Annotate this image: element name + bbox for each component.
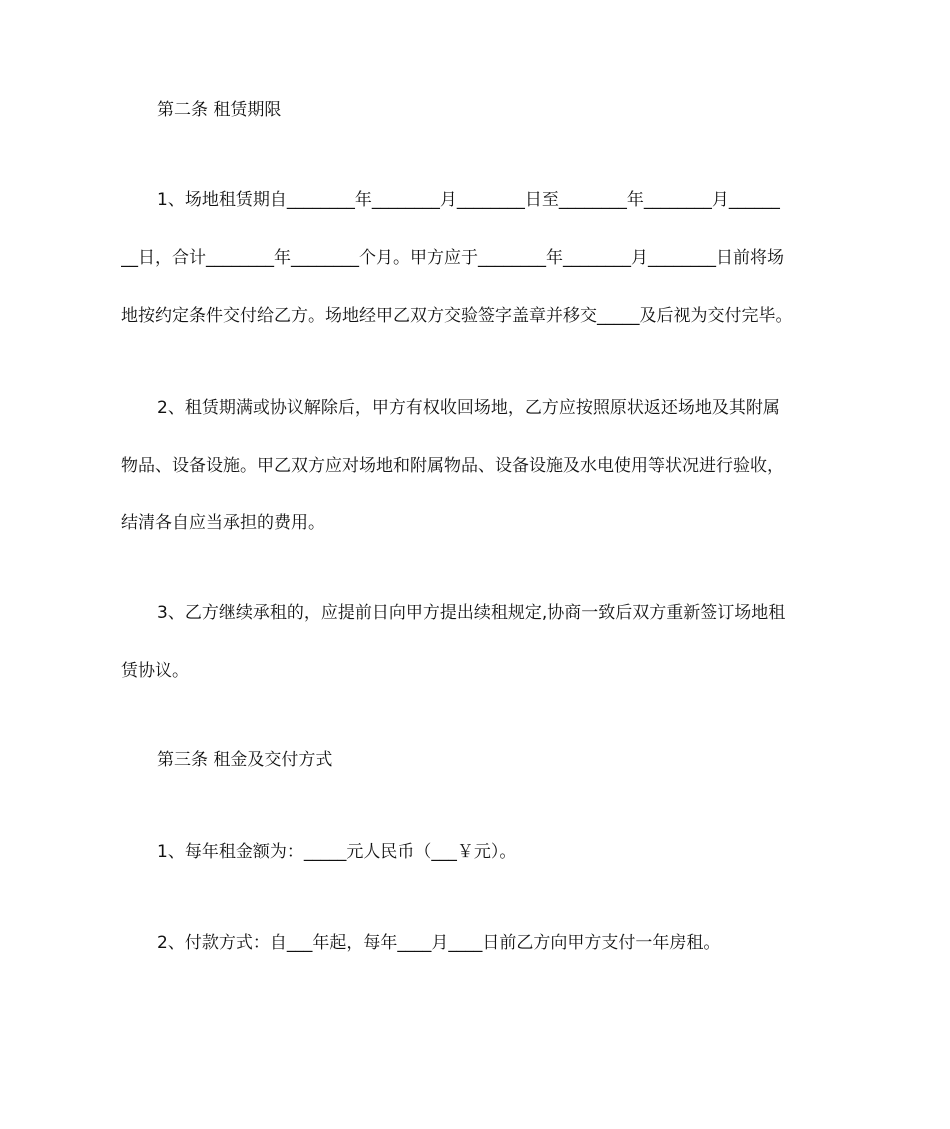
article-2-clause-1-line-1: 1、场地租赁期自________年________月________日至________年________月______ (157, 190, 780, 210)
article-3-clause-1: 1、每年租金额为：_____元人民币（___￥元）。 (157, 842, 517, 862)
article-2-clause-2-line-2: 物品、设备设施。甲乙双方应对场地和附属物品、设备设施及水电使用等状况进行验收， (121, 456, 784, 476)
article-2-clause-2-line-1: 2、租赁期满或协议解除后，甲方有权收回场地，乙方应按照原状返还场地及其附属 (157, 398, 780, 418)
article-2-clause-1-line-2: __日，合计________年________个月。甲方应于________年________月________日前将场 (121, 248, 784, 268)
article-2-clause-3-line-2: 赁协议。 (121, 661, 189, 681)
article-2-clause-3-line-1: 3、乙方继续承租的，应提前日向甲方提出续租规定,协商一致后双方重新签订场地租 (157, 603, 786, 623)
article-2-clause-2-line-3: 结清各自应当承担的费用。 (121, 513, 325, 533)
article-3-heading: 第三条 租金及交付方式 (157, 750, 333, 770)
article-2-clause-1-line-3: 地按约定条件交付给乙方。场地经甲乙双方交验签字盖章并移交_____及后视为交付完毕。 (121, 306, 793, 326)
article-3-clause-2: 2、付款方式：自___年起，每年____月____日前乙方向甲方支付一年房租。 (157, 933, 721, 953)
article-2-heading: 第二条 租赁期限 (157, 100, 282, 120)
